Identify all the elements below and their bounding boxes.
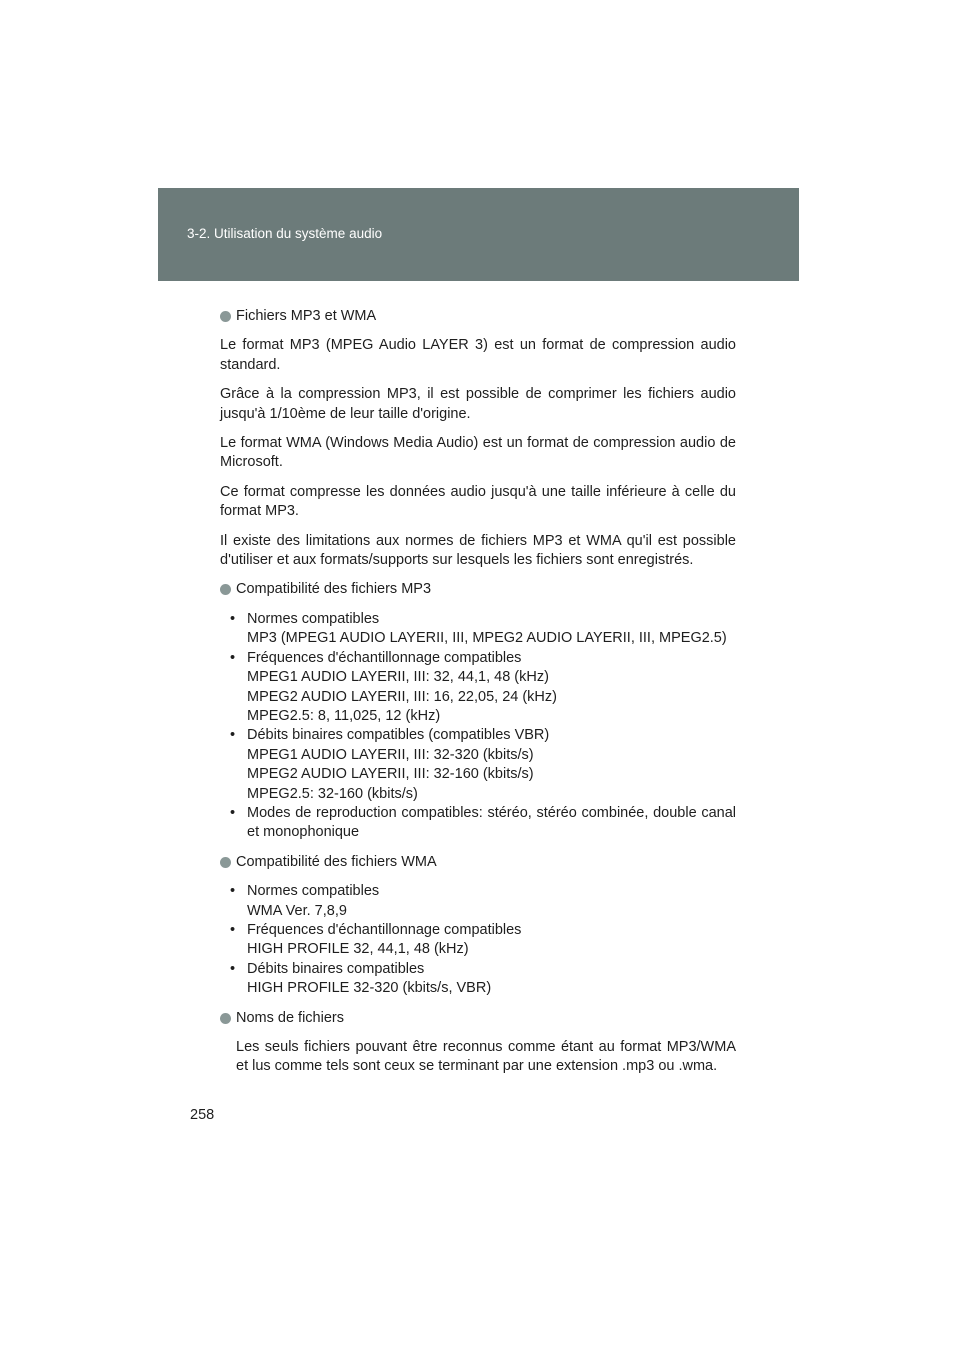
section-heading-mp3-compat: [220, 580, 736, 599]
section-heading-mp3-wma: [220, 307, 736, 326]
list-item-title: Fréquences d'échantillonnage compatibles: [247, 921, 522, 938]
mp3-compat-list: [220, 610, 736, 843]
list-item: [220, 921, 736, 960]
paragraph: Grâce à la compression MP3, il est possible de comprimer les fichiers audio jusqu'à 1/10ème de leur taille d'origine.: [220, 386, 736, 422]
list-item-title: Fréquences d'échantillonnage compatibles: [247, 649, 522, 666]
page-content: [220, 307, 736, 1087]
list-bullet-icon: •: [230, 960, 236, 977]
paragraph: Le format WMA (Windows Media Audio) est un format de compression audio de Microsoft.: [220, 435, 736, 471]
list-item: [220, 882, 736, 921]
list-bullet-icon: •: [230, 727, 236, 744]
list-item-line: WMA Ver. 7,8,9: [247, 902, 347, 919]
list-bullet-icon: •: [230, 610, 236, 627]
wma-compat-list: [220, 882, 736, 998]
list-item-line: MPEG1 AUDIO LAYERII, III: 32, 44,1, 48 (kHz): [247, 669, 549, 686]
bullet-circle-icon: [220, 584, 231, 595]
paragraph: Le format MP3 (MPEG Audio LAYER 3) est un format de compression audio standard.: [220, 337, 736, 373]
bullet-circle-icon: [220, 311, 231, 322]
list-item: [220, 610, 736, 649]
list-item: [220, 649, 736, 727]
list-item-line: MPEG2.5: 8, 11,025, 12 (kHz): [247, 707, 441, 724]
chapter-header-band: [158, 188, 799, 281]
section-heading-text: Fichiers MP3 et WMA: [236, 308, 377, 324]
list-item-line: MPEG2 AUDIO LAYERII, III: 32-160 (kbits/s): [247, 766, 534, 783]
list-item-line: MP3 (MPEG1 AUDIO LAYERII, III, MPEG2 AUDIO LAYERII, III, MPEG2.5): [247, 630, 727, 647]
list-item-line: HIGH PROFILE 32, 44,1, 48 (kHz): [247, 941, 469, 958]
list-item-line: MPEG2.5: 32-160 (kbits/s): [247, 785, 418, 802]
paragraph: Ce format compresse les données audio jusqu'à une taille inférieure à celle du format MP3.: [220, 483, 736, 520]
list-item-title: Modes de reproduction compatibles: stéréo, stéréo combinée, double canal et monophonique: [247, 804, 736, 841]
list-bullet-icon: •: [230, 921, 236, 938]
section-heading-text: Noms de fichiers: [236, 1009, 344, 1026]
list-item-line: MPEG1 AUDIO LAYERII, III: 32-320 (kbits/s): [247, 746, 534, 763]
list-item-title: Normes compatibles: [247, 883, 380, 900]
list-bullet-icon: •: [230, 649, 236, 666]
bullet-circle-icon: [220, 1013, 231, 1024]
paragraph: Les seuls fichiers pouvant être reconnus comme étant au format MP3/WMA et lus comme tels sont ceux se terminant par une extension .mp3 ou .wma.: [236, 1039, 736, 1075]
list-item-title: Débits binaires compatibles: [247, 960, 425, 977]
list-item: [220, 804, 736, 843]
list-item-line: MPEG2 AUDIO LAYERII, III: 16, 22,05, 24 (kHz): [247, 688, 557, 705]
section-heading-wma-compat: [220, 853, 736, 872]
section-heading-text: Compatibilité des fichiers WMA: [236, 853, 437, 870]
chapter-title: 3-2. Utilisation du système audio: [187, 226, 383, 241]
paragraph: Il existe des limitations aux normes de fichiers MP3 et WMA qu'il est possible d'utiliser et aux formats/supports sur lesquels les fichiers sont enregistrés.: [220, 532, 736, 569]
list-item-title: Débits binaires compatibles (compatibles VBR): [247, 727, 550, 744]
section-heading-filenames: [220, 1009, 736, 1028]
bullet-circle-icon: [220, 857, 231, 868]
page-number: 258: [190, 1107, 215, 1123]
list-bullet-icon: •: [230, 883, 236, 900]
list-item: [220, 726, 736, 804]
section-heading-text: Compatibilité des fichiers MP3: [236, 581, 432, 598]
list-item: [220, 960, 736, 999]
list-item-title: Normes compatibles: [247, 610, 380, 627]
list-item-line: HIGH PROFILE 32-320 (kbits/s, VBR): [247, 980, 492, 997]
list-bullet-icon: •: [230, 804, 236, 821]
